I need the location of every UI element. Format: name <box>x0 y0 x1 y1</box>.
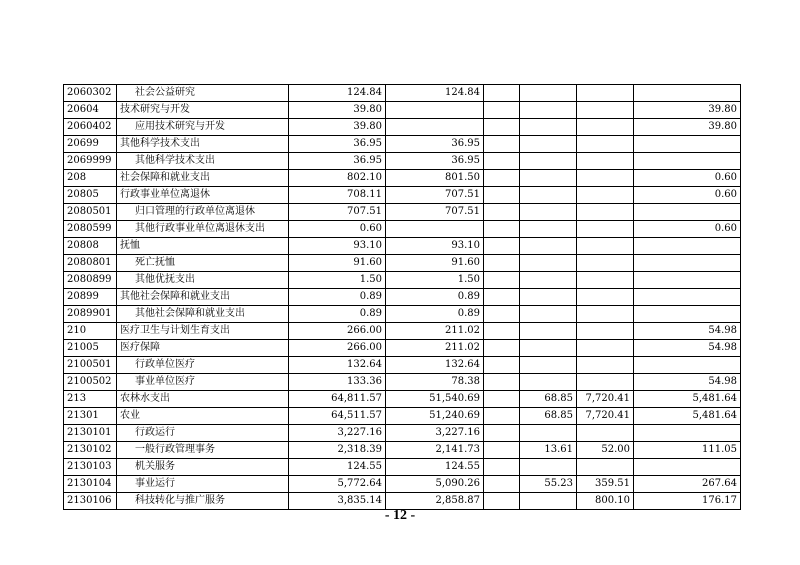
basic-expenditure-cell: 124.55 <box>386 459 484 476</box>
budget-table <box>63 84 741 510</box>
subject-code-cell: 2100501 <box>64 357 117 374</box>
subject-code-cell: 20808 <box>64 238 117 255</box>
column-3-cell <box>484 306 520 323</box>
column-5-cell <box>577 306 634 323</box>
project-expenditure-cell: 0.60 <box>634 187 741 204</box>
subject-name-cell: 农业 <box>117 408 289 425</box>
column-4-cell: 13.61 <box>520 442 577 459</box>
column-5-cell: 359.51 <box>577 476 634 493</box>
basic-expenditure-cell: 132.64 <box>386 357 484 374</box>
subject-name-cell: 事业单位医疗 <box>117 374 289 391</box>
subject-name-cell: 归口管理的行政单位离退休 <box>117 204 289 221</box>
subject-name-cell: 技术研究与开发 <box>117 102 289 119</box>
column-5-cell: 7,720.41 <box>577 408 634 425</box>
basic-expenditure-cell: 0.89 <box>386 289 484 306</box>
total-cell: 36.95 <box>289 153 386 170</box>
column-3-cell <box>484 289 520 306</box>
project-expenditure-cell: 111.05 <box>634 442 741 459</box>
project-expenditure-cell <box>634 289 741 306</box>
subject-name-cell: 行政运行 <box>117 425 289 442</box>
subject-name-cell: 一般行政管理事务 <box>117 442 289 459</box>
column-4-cell <box>520 459 577 476</box>
total-cell: 708.11 <box>289 187 386 204</box>
basic-expenditure-cell: 5,090.26 <box>386 476 484 493</box>
column-4-cell <box>520 323 577 340</box>
basic-expenditure-cell: 2,858.87 <box>386 493 484 510</box>
total-cell: 39.80 <box>289 119 386 136</box>
total-cell: 0.60 <box>289 221 386 238</box>
subject-code-cell: 2130101 <box>64 425 117 442</box>
column-5-cell <box>577 289 634 306</box>
total-cell: 36.95 <box>289 136 386 153</box>
subject-name-cell: 其他社会保障和就业支出 <box>117 289 289 306</box>
column-4-cell <box>520 493 577 510</box>
column-3-cell <box>484 272 520 289</box>
subject-name-cell: 农林水支出 <box>117 391 289 408</box>
basic-expenditure-cell <box>386 221 484 238</box>
column-5-cell: 52.00 <box>577 442 634 459</box>
total-cell: 266.00 <box>289 340 386 357</box>
total-cell: 132.64 <box>289 357 386 374</box>
table-row <box>64 442 741 459</box>
basic-expenditure-cell: 2,141.73 <box>386 442 484 459</box>
basic-expenditure-cell: 707.51 <box>386 187 484 204</box>
basic-expenditure-cell: 211.02 <box>386 340 484 357</box>
basic-expenditure-cell <box>386 102 484 119</box>
basic-expenditure-cell: 36.95 <box>386 136 484 153</box>
subject-name-cell: 医疗保障 <box>117 340 289 357</box>
column-5-cell <box>577 204 634 221</box>
total-cell: 0.89 <box>289 306 386 323</box>
column-4-cell <box>520 136 577 153</box>
basic-expenditure-cell: 801.50 <box>386 170 484 187</box>
basic-expenditure-cell: 1.50 <box>386 272 484 289</box>
table-row <box>64 85 741 102</box>
column-4-cell <box>520 85 577 102</box>
basic-expenditure-cell: 124.84 <box>386 85 484 102</box>
column-4-cell: 68.85 <box>520 408 577 425</box>
total-cell: 124.55 <box>289 459 386 476</box>
subject-name-cell: 死亡抚恤 <box>117 255 289 272</box>
subject-code-cell: 213 <box>64 391 117 408</box>
total-cell: 5,772.64 <box>289 476 386 493</box>
table-row <box>64 272 741 289</box>
column-3-cell <box>484 391 520 408</box>
column-3-cell <box>484 459 520 476</box>
column-4-cell <box>520 255 577 272</box>
project-expenditure-cell <box>634 238 741 255</box>
project-expenditure-cell: 39.80 <box>634 119 741 136</box>
basic-expenditure-cell: 51,540.69 <box>386 391 484 408</box>
table-row <box>64 459 741 476</box>
subject-name-cell: 抚恤 <box>117 238 289 255</box>
column-4-cell <box>520 272 577 289</box>
subject-code-cell: 2089901 <box>64 306 117 323</box>
subject-code-cell: 2060302 <box>64 85 117 102</box>
table-body <box>64 85 741 510</box>
column-5-cell <box>577 255 634 272</box>
column-5-cell: 800.10 <box>577 493 634 510</box>
column-5-cell <box>577 119 634 136</box>
table-row <box>64 323 741 340</box>
column-3-cell <box>484 357 520 374</box>
column-3-cell <box>484 102 520 119</box>
total-cell: 707.51 <box>289 204 386 221</box>
subject-name-cell: 医疗卫生与计划生育支出 <box>117 323 289 340</box>
table-row <box>64 204 741 221</box>
table-row <box>64 170 741 187</box>
subject-code-cell: 208 <box>64 170 117 187</box>
project-expenditure-cell <box>634 204 741 221</box>
table-row <box>64 493 741 510</box>
project-expenditure-cell: 176.17 <box>634 493 741 510</box>
subject-name-cell: 其他优抚支出 <box>117 272 289 289</box>
table-row <box>64 425 741 442</box>
table-row <box>64 476 741 493</box>
column-3-cell <box>484 442 520 459</box>
subject-name-cell: 事业运行 <box>117 476 289 493</box>
table-row <box>64 102 741 119</box>
total-cell: 124.84 <box>289 85 386 102</box>
table-row <box>64 136 741 153</box>
column-5-cell <box>577 136 634 153</box>
project-expenditure-cell: 39.80 <box>634 102 741 119</box>
project-expenditure-cell <box>634 153 741 170</box>
project-expenditure-cell: 5,481.64 <box>634 408 741 425</box>
subject-name-cell: 行政单位医疗 <box>117 357 289 374</box>
subject-name-cell: 其他社会保障和就业支出 <box>117 306 289 323</box>
subject-name-cell: 其他行政事业单位离退休支出 <box>117 221 289 238</box>
subject-code-cell: 2080599 <box>64 221 117 238</box>
column-4-cell <box>520 187 577 204</box>
column-3-cell <box>484 170 520 187</box>
column-4-cell <box>520 170 577 187</box>
total-cell: 802.10 <box>289 170 386 187</box>
project-expenditure-cell <box>634 85 741 102</box>
subject-code-cell: 2130102 <box>64 442 117 459</box>
column-3-cell <box>484 204 520 221</box>
project-expenditure-cell: 5,481.64 <box>634 391 741 408</box>
subject-code-cell: 20699 <box>64 136 117 153</box>
total-cell: 2,318.39 <box>289 442 386 459</box>
column-3-cell <box>484 238 520 255</box>
basic-expenditure-cell: 91.60 <box>386 255 484 272</box>
subject-name-cell: 行政事业单位离退休 <box>117 187 289 204</box>
subject-code-cell: 2060402 <box>64 119 117 136</box>
basic-expenditure-cell: 78.38 <box>386 374 484 391</box>
project-expenditure-cell <box>634 425 741 442</box>
column-3-cell <box>484 136 520 153</box>
column-3-cell <box>484 119 520 136</box>
column-4-cell <box>520 102 577 119</box>
total-cell: 3,227.16 <box>289 425 386 442</box>
column-5-cell <box>577 187 634 204</box>
table-row <box>64 340 741 357</box>
column-5-cell <box>577 238 634 255</box>
basic-expenditure-cell: 0.89 <box>386 306 484 323</box>
subject-code-cell: 20899 <box>64 289 117 306</box>
subject-name-cell: 社会保障和就业支出 <box>117 170 289 187</box>
subject-code-cell: 2069999 <box>64 153 117 170</box>
project-expenditure-cell: 0.60 <box>634 221 741 238</box>
column-4-cell: 68.85 <box>520 391 577 408</box>
basic-expenditure-cell <box>386 119 484 136</box>
project-expenditure-cell <box>634 255 741 272</box>
total-cell: 266.00 <box>289 323 386 340</box>
column-4-cell <box>520 425 577 442</box>
basic-expenditure-cell: 3,227.16 <box>386 425 484 442</box>
page-number: - 12 - <box>384 508 416 523</box>
subject-code-cell: 2080801 <box>64 255 117 272</box>
total-cell: 64,811.57 <box>289 391 386 408</box>
project-expenditure-cell: 0.60 <box>634 170 741 187</box>
project-expenditure-cell <box>634 136 741 153</box>
column-3-cell <box>484 374 520 391</box>
column-5-cell <box>577 425 634 442</box>
project-expenditure-cell: 54.98 <box>634 374 741 391</box>
total-cell: 3,835.14 <box>289 493 386 510</box>
subject-name-cell: 社会公益研究 <box>117 85 289 102</box>
column-5-cell <box>577 459 634 476</box>
column-3-cell <box>484 85 520 102</box>
column-5-cell <box>577 323 634 340</box>
subject-name-cell: 其他科学技术支出 <box>117 153 289 170</box>
column-5-cell <box>577 340 634 357</box>
table-row <box>64 306 741 323</box>
column-4-cell <box>520 221 577 238</box>
subject-code-cell: 2080899 <box>64 272 117 289</box>
column-4-cell <box>520 153 577 170</box>
basic-expenditure-cell: 36.95 <box>386 153 484 170</box>
column-4-cell <box>520 119 577 136</box>
total-cell: 64,511.57 <box>289 408 386 425</box>
column-4-cell <box>520 340 577 357</box>
subject-code-cell: 21005 <box>64 340 117 357</box>
subject-code-cell: 21301 <box>64 408 117 425</box>
total-cell: 39.80 <box>289 102 386 119</box>
subject-name-cell: 应用技术研究与开发 <box>117 119 289 136</box>
column-5-cell <box>577 170 634 187</box>
column-5-cell: 7,720.41 <box>577 391 634 408</box>
column-5-cell <box>577 102 634 119</box>
column-5-cell <box>577 374 634 391</box>
total-cell: 1.50 <box>289 272 386 289</box>
subject-code-cell: 2100502 <box>64 374 117 391</box>
subject-code-cell: 20805 <box>64 187 117 204</box>
total-cell: 93.10 <box>289 238 386 255</box>
column-3-cell <box>484 408 520 425</box>
column-5-cell <box>577 357 634 374</box>
subject-name-cell: 科技转化与推广服务 <box>117 493 289 510</box>
project-expenditure-cell: 54.98 <box>634 323 741 340</box>
total-cell: 91.60 <box>289 255 386 272</box>
column-3-cell <box>484 493 520 510</box>
column-3-cell <box>484 340 520 357</box>
column-4-cell: 55.23 <box>520 476 577 493</box>
subject-code-cell: 2130103 <box>64 459 117 476</box>
subject-name-cell: 机关服务 <box>117 459 289 476</box>
column-4-cell <box>520 238 577 255</box>
column-3-cell <box>484 323 520 340</box>
total-cell: 0.89 <box>289 289 386 306</box>
project-expenditure-cell: 54.98 <box>634 340 741 357</box>
table-row <box>64 187 741 204</box>
table-row <box>64 238 741 255</box>
basic-expenditure-cell: 707.51 <box>386 204 484 221</box>
table-row <box>64 153 741 170</box>
column-3-cell <box>484 476 520 493</box>
column-4-cell <box>520 204 577 221</box>
table-row <box>64 289 741 306</box>
project-expenditure-cell <box>634 272 741 289</box>
column-3-cell <box>484 221 520 238</box>
basic-expenditure-cell: 93.10 <box>386 238 484 255</box>
table-row <box>64 374 741 391</box>
table-row <box>64 391 741 408</box>
column-4-cell <box>520 357 577 374</box>
project-expenditure-cell <box>634 459 741 476</box>
table-row <box>64 408 741 425</box>
column-4-cell <box>520 306 577 323</box>
subject-code-cell: 20604 <box>64 102 117 119</box>
subject-code-cell: 2130104 <box>64 476 117 493</box>
subject-code-cell: 210 <box>64 323 117 340</box>
column-4-cell <box>520 289 577 306</box>
subject-code-cell: 2080501 <box>64 204 117 221</box>
column-3-cell <box>484 255 520 272</box>
column-3-cell <box>484 187 520 204</box>
subject-name-cell: 其他科学技术支出 <box>117 136 289 153</box>
table-row <box>64 357 741 374</box>
column-5-cell <box>577 153 634 170</box>
project-expenditure-cell <box>634 357 741 374</box>
column-4-cell <box>520 374 577 391</box>
total-cell: 133.36 <box>289 374 386 391</box>
column-3-cell <box>484 153 520 170</box>
project-expenditure-cell: 267.64 <box>634 476 741 493</box>
column-5-cell <box>577 272 634 289</box>
column-5-cell <box>577 221 634 238</box>
basic-expenditure-cell: 211.02 <box>386 323 484 340</box>
table-row <box>64 119 741 136</box>
project-expenditure-cell <box>634 306 741 323</box>
subject-code-cell: 2130106 <box>64 493 117 510</box>
column-3-cell <box>484 425 520 442</box>
column-5-cell <box>577 85 634 102</box>
basic-expenditure-cell: 51,240.69 <box>386 408 484 425</box>
table-row <box>64 255 741 272</box>
table-row <box>64 221 741 238</box>
